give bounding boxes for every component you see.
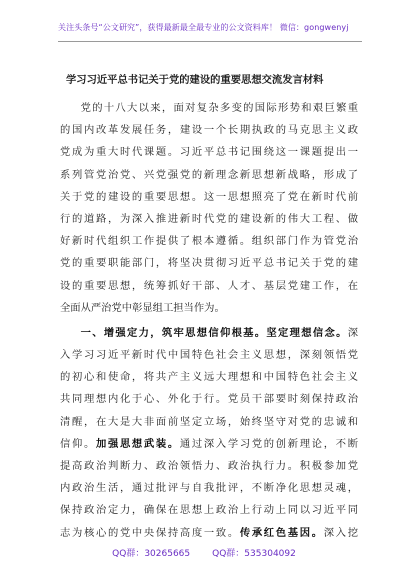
section-heading: 一、增强定力，筑牢思想信仰根基。坚定理想信念。 (80, 326, 348, 339)
section-text: 信仰。 (60, 437, 96, 450)
header-notice: 关注头条号“公文研究”，获得最新最全最专业的公文资料库！ 微信：gongwenyj (58, 23, 349, 32)
paragraph-line: 好新时代组织工作提供了根本遵循。组织部门作为管党治 (60, 235, 358, 248)
paragraph-line: 行的道路，为深入推进新时代党的建设新的伟大工程、做 (60, 212, 358, 225)
paragraph-line: 系列管党治党、兴党强党的新理念新思想新战略，形成了 (60, 168, 358, 181)
paragraph-line: 党的重要职能部门，将坚决贯彻习近平总书记关于党的建 (60, 257, 358, 270)
section-heading-line (60, 322, 358, 344)
paragraph-line (60, 522, 358, 544)
paragraph-line: 保持政治定力，确保在思想上政治上行动上同以习近平同 (60, 504, 358, 517)
paragraph-line: 设的重要思想，统筹抓好干部、人才、基层党建工作，在 (60, 279, 358, 292)
paragraph-line: 内政治生活，通过批评与自我批评，不断净化思想灵魂， (60, 482, 358, 495)
section-text: 通过深入学习党的创新理论，不断 (179, 437, 358, 450)
document-title: 学习习近平总书记关于党的建设的重要思想交流发言材料 (66, 74, 324, 86)
paragraph-line: 提高政治判断力、政治领悟力、政治执行力。积极参加党 (60, 460, 358, 472)
paragraph-line: 党的十八大以来，面对复杂多变的国际形势和艰巨繁重 (80, 102, 358, 114)
section-text: 志为核心的党中央保持高度一致。 (60, 526, 240, 539)
subheading: 加强思想武装。 (95, 437, 180, 450)
section-text: 深入挖 (323, 526, 358, 539)
qq-group-2: QQ群：535304092 (212, 549, 296, 559)
paragraph-line: 清醒，在大是大非面前坚定立场，始终坚守对党的忠诚和 (60, 415, 358, 428)
paragraph-line: 的初心和使命，将共产主义远大理想和中国特色社会主义 (60, 371, 358, 384)
paragraph-line: 全面从严治党中彰显组工担当作为。 (60, 301, 225, 314)
paragraph-line: 的国内改革发展任务，建设一个长期执政的马克思主义政 (60, 124, 358, 137)
paragraph-line: 入学习习近平新时代中国特色社会主义思想，深刻领悟党 (60, 349, 358, 362)
paragraph-line: 党成为重大时代课题。习近平总书记围绕这一课题提出一 (60, 146, 358, 159)
header-divider (58, 41, 362, 42)
paragraph-line: 共同理想内化于心、外化于行。党员干部要时刻保持政治 (60, 393, 358, 406)
paragraph-line (60, 433, 358, 455)
footer-contacts (0, 548, 408, 560)
section-text: 深 (347, 326, 358, 339)
document-body (60, 97, 358, 544)
qq-group-1: QQ群：30265665 (112, 549, 191, 559)
paragraph-line: 关于党的建设的重要思想。这一思想照亮了党在新时代前 (60, 190, 358, 203)
subheading: 传承红色基因。 (239, 526, 324, 539)
